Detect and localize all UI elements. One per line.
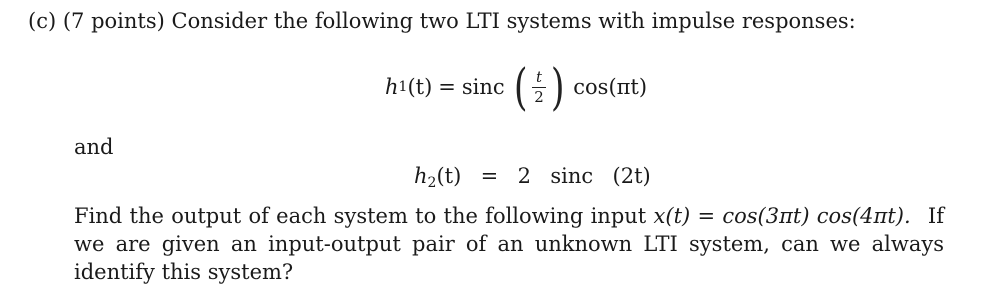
eq1-frac-den: 2 [534, 87, 544, 106]
question-part2: If we are given an input-output pair of an unknown LTI system, can we always identify this system? [74, 204, 944, 284]
eq1-frac-num: t [535, 67, 542, 86]
question-paragraph [74, 202, 944, 286]
eq1-lhs-fn: h [385, 75, 399, 99]
eq1-lhs-arg: (t) [407, 75, 433, 99]
connector-text: and [74, 135, 114, 159]
eq2-arg: (2t) [612, 164, 651, 188]
question-part1: Find the output of each system to the following input [74, 204, 647, 228]
part-label: (c) [28, 9, 57, 33]
eq2-lhs-sub: 2 [427, 175, 437, 191]
points-label: (7 points) [62, 9, 165, 33]
eq2-equals: = [480, 164, 499, 188]
equation-h1 [385, 58, 648, 116]
eq2-coef: 2 [517, 164, 532, 188]
eq1-cos-arg: (πt) [608, 75, 648, 99]
eq2-sinc: sinc [550, 164, 594, 188]
eq1-right-paren: ) [550, 58, 565, 116]
eq1-left-paren: ( [513, 58, 528, 116]
eq2-lhs-fn: h [414, 164, 428, 188]
eq1-lhs-sub: 1 [398, 79, 408, 95]
heading-text: Consider the following two LTI systems with impulse responses: [171, 9, 856, 33]
eq2-lhs-arg: (t) [436, 164, 462, 188]
eq1-cos: cos [573, 75, 609, 99]
eq1-equals: = [438, 75, 456, 99]
eq1-sinc: sinc [461, 75, 505, 99]
eq1-fraction [531, 69, 547, 106]
equation-h2 [414, 164, 651, 191]
problem-heading [28, 8, 856, 34]
question-input-expr: x(t) = cos(3πt) cos(4πt). [653, 204, 911, 228]
